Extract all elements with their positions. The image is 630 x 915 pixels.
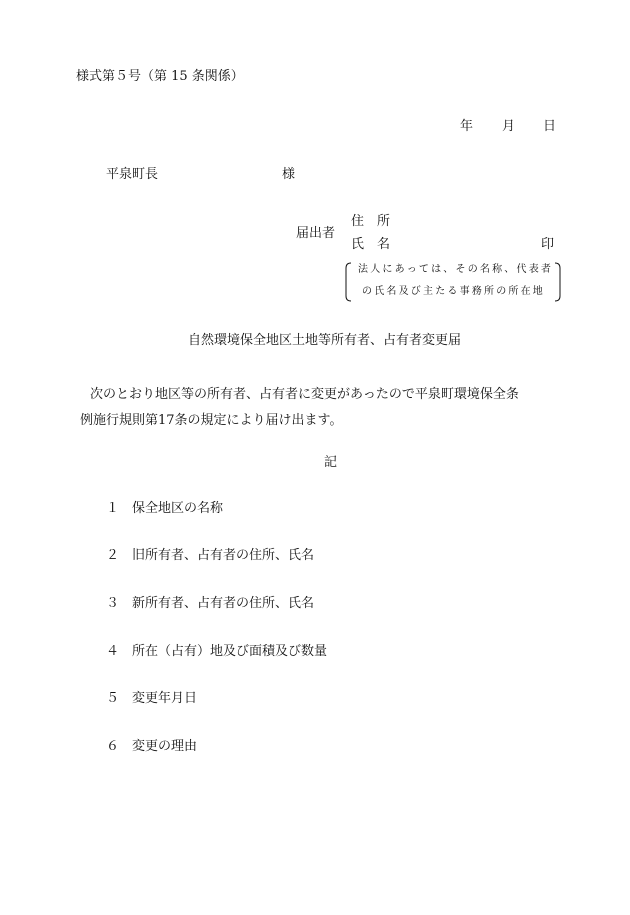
date-day-label: 日 bbox=[543, 119, 557, 134]
list-item bbox=[106, 645, 327, 658]
right-bracket-icon bbox=[554, 262, 562, 302]
body-text bbox=[80, 382, 560, 434]
item-number: １ bbox=[106, 501, 120, 516]
address-label: 住所 bbox=[351, 214, 404, 229]
submitter-label: 届出者 bbox=[296, 226, 336, 241]
honorific: 様 bbox=[282, 167, 296, 182]
item-number: ５ bbox=[106, 691, 120, 706]
list-item bbox=[106, 502, 223, 515]
name-label: 氏名 bbox=[351, 237, 404, 252]
left-bracket-icon bbox=[344, 262, 352, 302]
item-text: 変更の理由 bbox=[132, 739, 198, 754]
item-number: ２ bbox=[106, 548, 120, 563]
body-line-2: 例施行規則第17条の規定により届け出ます。 bbox=[80, 413, 343, 428]
list-item bbox=[106, 740, 197, 753]
addressee: 平泉町長 bbox=[106, 167, 159, 182]
item-text: 変更年月日 bbox=[132, 691, 198, 706]
item-text: 旧所有者、占有者の住所、氏名 bbox=[132, 548, 315, 563]
list-item bbox=[106, 549, 314, 562]
item-number: ３ bbox=[106, 596, 120, 611]
item-text: 保全地区の名称 bbox=[132, 501, 224, 516]
list-item bbox=[106, 597, 314, 610]
corporation-note-line1: 法人にあっては、その名称、代表者 bbox=[358, 264, 554, 275]
form-number: 様式第５号（第 15 条関係） bbox=[76, 69, 244, 84]
item-text: 新所有者、占有者の住所、氏名 bbox=[132, 596, 315, 611]
date-year-label: 年 bbox=[460, 119, 474, 134]
body-line-1: 次のとおり地区等の所有者、占有者に変更があったので平泉町環境保全条 bbox=[90, 387, 519, 402]
corporation-note bbox=[344, 262, 562, 302]
item-text: 所在（占有）地及び面積及び数量 bbox=[132, 644, 328, 659]
list-item bbox=[106, 692, 197, 705]
item-number: ６ bbox=[106, 739, 120, 754]
item-number: ４ bbox=[106, 644, 120, 659]
ki-heading: 記 bbox=[324, 455, 338, 470]
corporation-note-line2: の氏名及び主たる事務所の所在地 bbox=[362, 286, 545, 297]
seal-label: 印 bbox=[541, 237, 555, 252]
date-month-label: 月 bbox=[502, 119, 516, 134]
document-title: 自然環境保全地区土地等所有者、占有者変更届 bbox=[188, 333, 462, 348]
